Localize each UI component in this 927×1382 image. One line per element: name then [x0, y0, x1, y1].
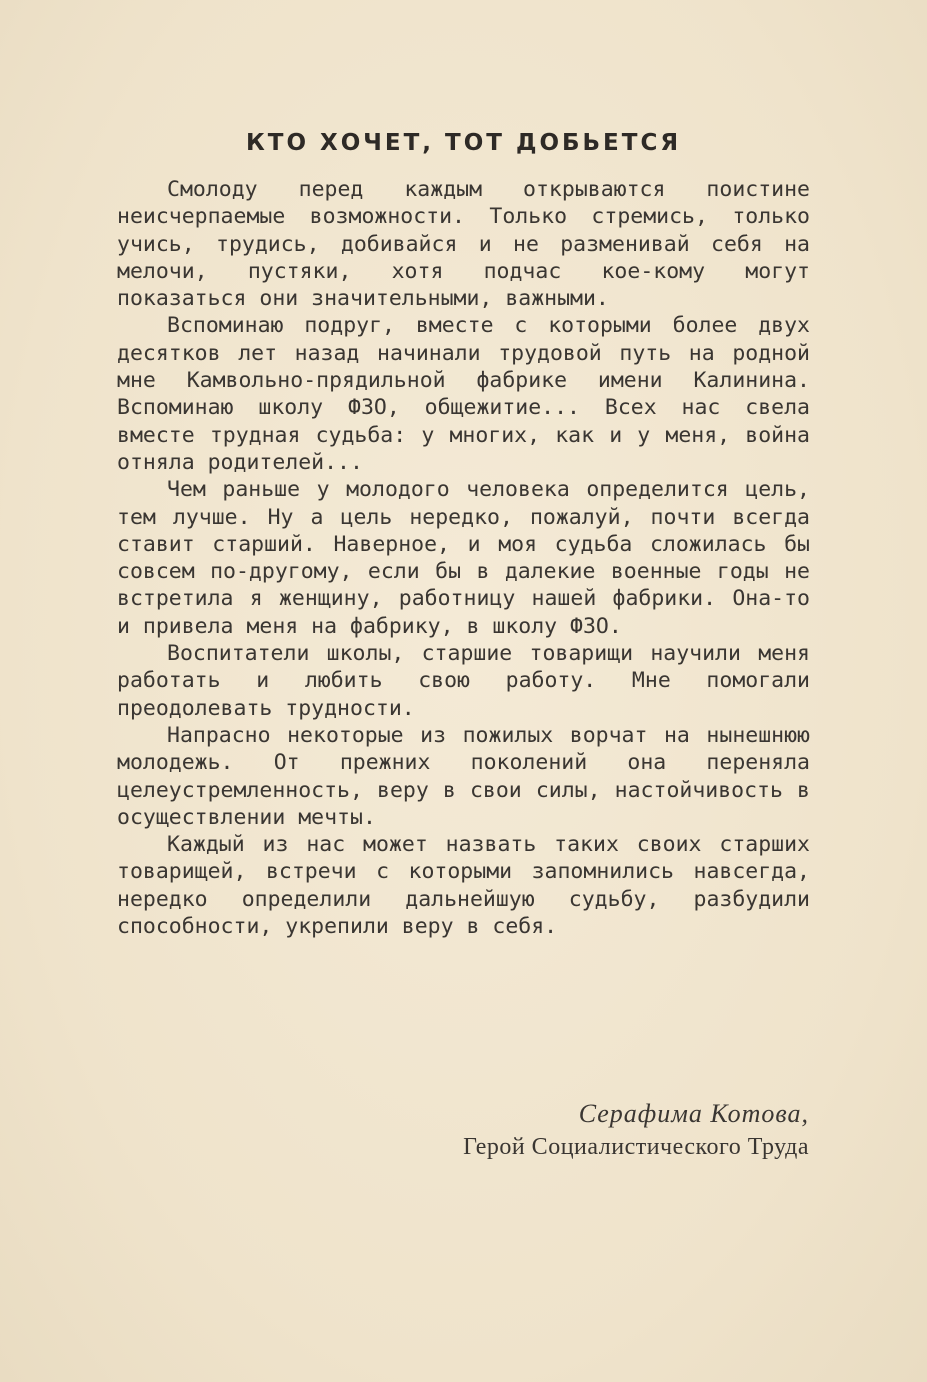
- signature: [463, 1097, 809, 1163]
- author-name: Серафима Котова,: [578, 1099, 809, 1128]
- paragraph: Воспитатели школы, старшие товарищи научили меня работать и любить свою работу. Мне помогали преодолевать трудности.: [117, 641, 810, 721]
- paragraph: Каждый из нас может назвать таких своих старших товарищей, встречи с которыми запомнились навсегда, нередко определили дальнейшую судьбу, разбудили способности, укрепили веру в себя.: [117, 832, 810, 940]
- paragraph: Вспоминаю подруг, вместе с которыми более двух десятков лет назад начинали трудовой путь на родной мне Камвольно-прядильной фабрике имени Калинина. Вспоминаю школу ФЗО, общежитие... Всех нас свела вместе трудная судьба: у многих, как и у меня, война отняла родителей...: [117, 313, 810, 475]
- author-title: Герой Социалистического Труда: [463, 1134, 809, 1160]
- paragraph: Напрасно некоторые из пожилых ворчат на нынешнюю молодежь. От прежних поколений она переняла целеустремленность, веру в свои силы, настойчивость в осуществлении мечты.: [117, 722, 810, 830]
- article-title: КТО ХОЧЕТ, ТОТ ДОБЬЕТСЯ: [245, 130, 682, 156]
- article-body: [117, 176, 810, 940]
- paragraph: Чем раньше у молодого человека определится цель, тем лучше. Ну а цель нередко, пожалуй, почти всегда ставит старший. Наверное, и моя судьба сложилась бы совсем по-другому, если бы в далекие военные годы не встретила я женщину, работницу нашей фабрики. Она-то и привела меня на фабрику, в школу ФЗО.: [117, 477, 810, 639]
- paragraph: Смолоду перед каждым открываются поистине неисчерпаемые возможности. Только стремись, только учись, трудись, добивайся и не разменивай себя на мелочи, пустяки, хотя подчас кое-кому могут показаться они значительными, важными.: [117, 177, 810, 312]
